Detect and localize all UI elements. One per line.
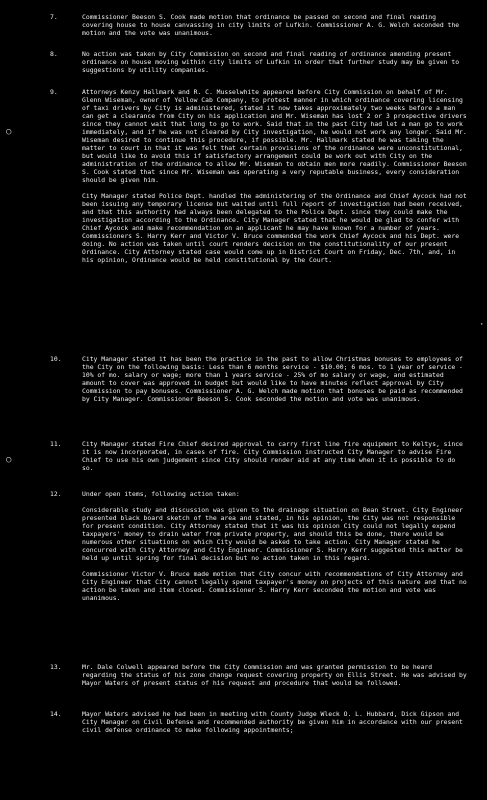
minutes-item-8	[50, 50, 470, 74]
punch-hole-mark: ○	[6, 455, 12, 465]
item-text: Attorneys Kenzy Hallmark and R. C. Musselwhite appeared before City Commission on behalf of Mr. Glenn Wiseman, owner of Yellow Cab Company, to protest manner in which ordinance covering licensing of taxi drivers by City is administered, stated it now takes approximately two weeks before a man can get a clearance from City on his application and Mr. Wiseman has lost 2 or 3 prospective drivers since they cannot wait that long to go to work. Said that in the past City had let a man go to work immediately, and if he was not cleared by City investigation, he would not work any longer. Said Mr. Wiseman desired to continue this procedure, if possible. Mr. Hallmark stated he was taking the matter to court in that it was felt that certain provisions of the ordinance were unconstitutional, but would like to avoid this if satisfactory arrangement could be work out with City on the administration of the ordinance to allow Mr. Wiseman to obtain men more readily. Commissioner Beeson S. Cook stated that since Mr. Wiseman was operating a very reputable business, every consideration should be given him.	[82, 88, 471, 184]
punch-hole-mark: ○	[6, 127, 12, 137]
minutes-item-12	[50, 490, 471, 602]
item-number: 13.	[50, 663, 62, 671]
minutes-item-11	[50, 440, 470, 472]
item-number: 10.	[50, 355, 62, 363]
margin-mark: ·	[479, 320, 485, 330]
item-text: City Manager stated it has been the practice in the past to allow Christmas bonuses to employees of the City on the following basis: Less than 6 months service - $10.00; 6 mos. to 1 year of service - 10% of mo. salary or wage; more than 1 years service - 25% of mo salary or wage, and estimated amount to cover was approved in budget but would like to have minutes reflect approval by City Commission to pay bonuses. Commissioner A. G. Welch made motion that bonuses be paid as recommended by City Manager. Commissioner Beeson S. Cook seconded the motion and vote was unanimous.	[82, 355, 467, 403]
item-text: City Manager stated Fire Chief desired approval to carry first line fire equipment to Keltys, since it is now incorporated, in cases of fire. City Commission instructed City Manager to advise Fire Chief to use his own judgement since City should render aid at any time when it is possible to do so.	[82, 440, 467, 472]
item-number: 11.	[50, 440, 62, 448]
minutes-item-14	[50, 710, 470, 734]
item-text: Under open items, following action taken:	[82, 490, 240, 498]
item-number: 8.	[50, 50, 58, 58]
item-number: 12.	[50, 490, 62, 498]
minutes-item-7	[50, 13, 470, 37]
item-text: Commissioner Victor V. Bruce made motion that City concur with recommendations of City Attorney and City Engineer that City cannot legally spend taxpayer's money on projects of this nature and that no action be taken and item closed. Commissioner S. Harry Kerr seconded the motion and vote was unanimous.	[82, 570, 471, 602]
item-text: Commissioner Beeson S. Cook made motion that ordinance be passed on second and final reading covering house to house canvassing in city limits of Lufkin. Commissioner A. G. Welch seconded the motion and the vote was unanimous.	[82, 13, 463, 37]
item-number: 14.	[50, 710, 62, 718]
item-number: 9.	[50, 88, 58, 96]
item-text: Mr. Dale Colwell appeared before the City Commission and was granted permission to be heard regarding the status of his zone change request covering property on Ellis Street. He was advised by Mayor Waters of present status of his request and procedure that would be followed.	[82, 663, 471, 687]
item-text: Considerable study and discussion was given to the drainage situation on Bean Street. City Engineer presented black board sketch of the area and stated, in his opinion, the City was not responsible for present condition. City Attorney stated that it was his opinion City could not legally expend taxpayers' money to drain water from private property, and should this be done, there would be numerous other situations on which City would be asked to take action. City Manager stated he concurred with City Attorney and City Engineer. Commissioner S. Harry Kerr suggested this matter be held up until spring for final decision but no action taken in this regard.	[82, 506, 467, 562]
item-text: Mayor Waters advised he had been in meeting with County Judge Wleck O. L. Hubbard, Dick Gipson and City Manager on Civil Defense and recommended authority be given him in accordance with our present civil defense ordinance to make following appointments;	[82, 710, 467, 734]
item-number: 7.	[50, 13, 58, 21]
item-text: No action was taken by City Commission on second and final reading of ordinance amending present ordinance on house moving within city limits of Lufkin in order that further study may be given to suggestions by utility companies.	[82, 50, 463, 74]
minutes-item-10	[50, 355, 470, 403]
minutes-item-9	[50, 88, 471, 264]
minutes-item-13	[50, 663, 471, 687]
item-text: City Manager stated Police Dept. handled the administering of the Ordinance and Chief Aycock had not been issuing any temporary license but waited until full report of investigation had been received, and that this authority had always been delegated to the Police Dept. since they could make the investigation according to the Ordinance. City Manager stated that he would be glad to confer with Chief Aycock and make recommendation on an applicant he may have known for a number of years. Commissioners S. Harry Kerr and Victor V. Bruce commended the work Chief Aycock and his Dept. were doing. No action was taken until court renders decision on the constitutionality of our present Ordinance. City Attorney stated case would come up in District Court on Friday, Dec. 7th, and, in his opinion, Ordinance would be held constitutional by the Court.	[82, 192, 471, 264]
